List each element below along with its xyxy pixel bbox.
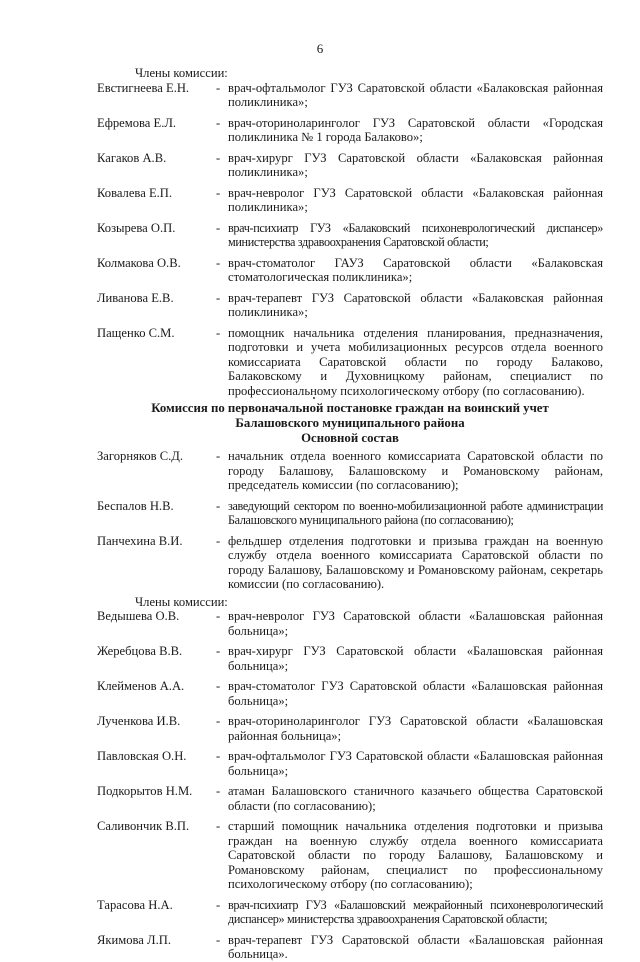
member-name: Загорняков С.Д.	[97, 449, 184, 463]
member-name: Павловская О.Н.	[97, 749, 187, 763]
member-entry: Павловская О.Н. - врач-офтальмолог ГУЗ Саратовской области «Балашовская районная больница»;	[97, 749, 603, 778]
members-label: Члены комиссии:	[135, 66, 228, 80]
member-name: Ведышева О.В.	[97, 609, 180, 623]
scan-speck	[313, 397, 315, 399]
member-name: Ливанова Е.В.	[97, 290, 174, 305]
member-name: Лученкова И.В.	[97, 714, 181, 728]
member-entry: Пащенко С.М. - помощник начальника отделения планирования, предназначения, подготовки и учета мобилизационных ресурсов отдела военного комиссариата Саратовской области по городу Балаково, Балаковскому и Духовницкому районам, специалист по профессиональному психологическому отбору (по согласованию).	[97, 325, 603, 398]
main-member-entry: Загорняков С.Д. - начальник отдела военного комиссариата Саратовской области по городу Балашову, Балашовскому и Романовскому районам, председатель комиссии (по согласованию);	[97, 449, 603, 492]
member-position: врач-офтальмолог ГУЗ Саратовской области «Балашовская районная больница»;	[228, 749, 603, 778]
member-name: Тарасова Н.А.	[97, 897, 173, 912]
member-position: заведующий сектором по военно-мобилизационной работе администрации Балашовского муниципального района (по согласованию);	[228, 498, 603, 527]
member-entry: Козырева О.П. - врач-психиатр ГУЗ «Балаковский психоневрологический диспансер» министерства здравоохранения Саратовской области;	[97, 220, 603, 249]
member-entry: Евстигнеева Е.Н. - врач-офтальмолог ГУЗ Саратовской области «Балаковская районная поликлиника»;	[97, 80, 603, 109]
member-entry: Ковалева Е.П. - врач-невролог ГУЗ Саратовской области «Балаковская районная поликлиника»;	[97, 185, 603, 214]
member-position: врач-хирург ГУЗ Саратовской области «Балашовская районная больница»;	[228, 644, 603, 673]
member-entry: Ведышева О.В. - врач-невролог ГУЗ Саратовской области «Балашовская районная больница»;	[97, 609, 603, 638]
member-position: врач-стоматолог ГАУЗ Саратовской области «Балаковская стоматологическая поликлиника»;	[228, 255, 603, 284]
member-entry: Тарасова Н.А. - врач-психиатр ГУЗ «Балашовский межрайонный психоневрологический диспансер» министерства здравоохранения Саратовской области;	[97, 897, 603, 926]
member-name: Саливончик В.П.	[97, 819, 190, 833]
commission-heading-district: Балашовского муниципального района	[235, 416, 465, 430]
member-position: врач-стоматолог ГУЗ Саратовской области «Балашовская районная больница»;	[228, 679, 603, 708]
members-label: Члены комиссии:	[135, 594, 228, 609]
main-composition-heading: Основной состав	[301, 431, 399, 445]
member-name: Беспалов Н.В.	[97, 498, 174, 513]
member-entry: Якимова Л.П. - врач-терапевт ГУЗ Саратовской области «Балашовская районная больница».	[97, 932, 603, 961]
member-position: врач-психиатр ГУЗ «Балаковский психоневрологический диспансер» министерства здравоохранения Саратовской области;	[228, 220, 603, 249]
member-name: Клейменов А.А.	[97, 679, 185, 693]
member-name: Евстигнеева Е.Н.	[97, 80, 190, 95]
main-member-entry: Беспалов Н.В. - заведующий сектором по военно-мобилизационной работе администрации Балашовского муниципального района (по согласованию);	[97, 498, 603, 527]
member-name: Пащенко С.М.	[97, 325, 175, 340]
member-name: Колмакова О.В.	[97, 255, 181, 270]
member-entry: Жеребцова В.В. - врач-хирург ГУЗ Саратовской области «Балашовская районная больница»;	[97, 644, 603, 673]
member-position: врач-невролог ГУЗ Саратовской области «Балашовская районная больница»;	[228, 609, 603, 638]
member-entry: Подкорытов Н.М. - атаман Балашовского станичного казачьего общества Саратовской области (по согласованию);	[97, 784, 603, 813]
member-name: Козырева О.П.	[97, 220, 176, 235]
member-entry: Лученкова И.В. - врач-оториноларинголог ГУЗ Саратовской области «Балашовская районная больница»;	[97, 714, 603, 743]
member-entry: Клейменов А.А. - врач-стоматолог ГУЗ Саратовской области «Балашовская районная больница»;	[97, 679, 603, 708]
member-position: врач-оториноларинголог ГУЗ Саратовской области «Городская поликлиника № 1 города Балаково»;	[228, 115, 603, 144]
member-name: Подкорытов Н.М.	[97, 784, 193, 798]
member-entry: Кагаков А.В. - врач-хирург ГУЗ Саратовской области «Балаковская районная поликлиника»;	[97, 150, 603, 179]
member-entry: Саливончик В.П. - старший помощник начальника отделения подготовки и призыва граждан на военную службу отдела военного комиссариата Саратовской области по городу Балашову, Балашовскому и Романовскому районам, специалист по профессиональному психологическому отбору (по согласованию);	[97, 819, 603, 891]
member-position: фельдшер отделения подготовки и призыва граждан на военную службу отдела военного комиссариата Саратовской области по городу Балашову, Балашовскому и Романовскому районам, секретарь комиссии (по согласованию).	[228, 533, 603, 591]
member-position: помощник начальника отделения планирования, предназначения, подготовки и учета мобилизационных ресурсов отдела военного комиссариата Саратовской области по городу Балаково, Балаковскому и Духовницкому районам, специалист по профессиональному психологическому отбору (по согласованию).	[228, 325, 603, 398]
member-name: Якимова Л.П.	[97, 932, 171, 947]
main-member-entry: Панчехина В.И. - фельдшер отделения подготовки и призыва граждан на военную службу отдела военного комиссариата Саратовской области по городу Балашову, Балашовскому и Романовскому районам, секретарь комиссии (по согласованию).	[97, 533, 603, 591]
member-position: врач-терапевт ГУЗ Саратовской области «Балаковская районная поликлиника»;	[228, 290, 603, 319]
member-entry: Колмакова О.В. - врач-стоматолог ГАУЗ Саратовской области «Балаковская стоматологическая поликлиника»;	[97, 255, 603, 284]
member-name: Кагаков А.В.	[97, 150, 167, 165]
member-name: Ковалева Е.П.	[97, 185, 173, 200]
member-position: врач-психиатр ГУЗ «Балашовский межрайонный психоневрологический диспансер» министерства здравоохранения Саратовской области;	[228, 897, 603, 926]
page-number: 6	[316, 41, 324, 56]
member-name: Ефремова Е.Л.	[97, 115, 177, 130]
member-position: старший помощник начальника отделения подготовки и призыва граждан на военную службу отдела военного комиссариата Саратовской области по городу Балашову, Балашовскому и Романовскому районам, специалист по профессиональному психологическому отбору (по согласованию);	[228, 819, 603, 891]
member-name: Панчехина В.И.	[97, 533, 183, 548]
member-name: Жеребцова В.В.	[97, 644, 183, 658]
member-entry: Ливанова Е.В. - врач-терапевт ГУЗ Саратовской области «Балаковская районная поликлиника»;	[97, 290, 603, 319]
member-position: атаман Балашовского станичного казачьего общества Саратовской области (по согласованию);	[228, 784, 603, 813]
document-body	[97, 66, 603, 962]
member-position: врач-офтальмолог ГУЗ Саратовской области «Балаковская районная поликлиника»;	[228, 80, 603, 109]
member-position: врач-терапевт ГУЗ Саратовской области «Балашовская районная больница».	[228, 932, 603, 961]
member-entry: Ефремова Е.Л. - врач-оториноларинголог ГУЗ Саратовской области «Городская поликлиника № 1 города Балаково»;	[97, 115, 603, 144]
member-position: врач-оториноларинголог ГУЗ Саратовской области «Балашовская районная больница»;	[228, 714, 603, 743]
member-position: врач-невролог ГУЗ Саратовской области «Балаковская районная поликлиника»;	[228, 185, 603, 214]
commission-heading: Комиссия по первоначальной постановке граждан на воинский учет	[151, 401, 549, 415]
member-position: врач-хирург ГУЗ Саратовской области «Балаковская районная поликлиника»;	[228, 150, 603, 179]
member-position: начальник отдела военного комиссариата Саратовской области по городу Балашову, Балашовскому и Романовскому районам, председатель комиссии (по согласованию);	[228, 449, 603, 492]
